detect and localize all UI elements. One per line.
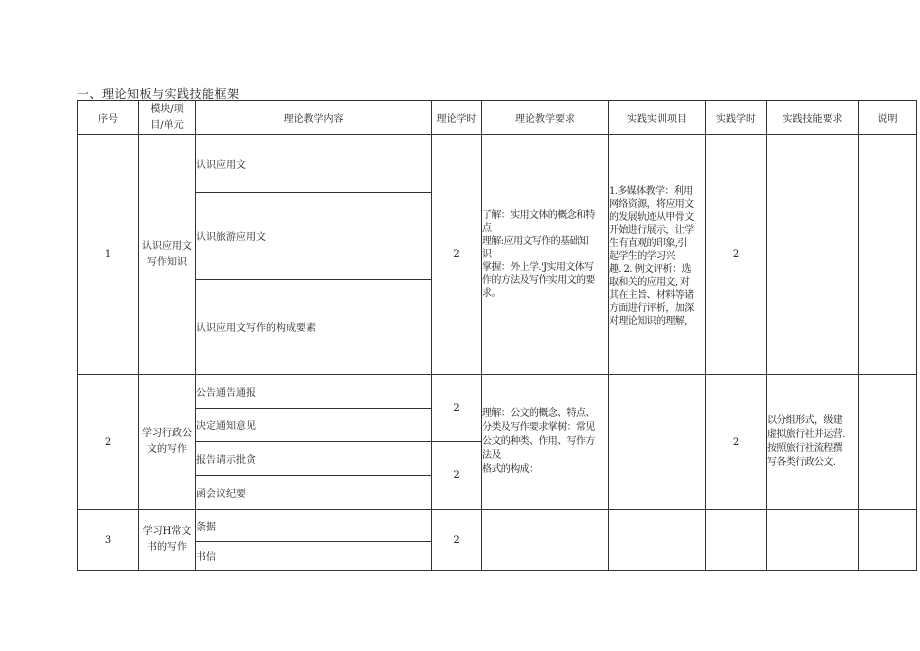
row2-practice-hours: 2 bbox=[706, 375, 767, 510]
row1-theory-req-line: 识 bbox=[482, 249, 492, 261]
header-module bbox=[139, 101, 196, 135]
row3-skill-req bbox=[767, 510, 859, 571]
row1-skill-req bbox=[767, 135, 859, 375]
row2-skill-line: 按照旅行社流程撰 bbox=[767, 443, 843, 455]
row1-module bbox=[139, 135, 196, 375]
row3-module-line2: 书的写作 bbox=[147, 542, 187, 554]
header-skill-req: 实践技能要求 bbox=[767, 101, 859, 135]
row1-theory-req-line: 掌握：外上学.'J实用文体写 bbox=[482, 262, 594, 274]
header-practice-project: 实践实训项目 bbox=[609, 101, 706, 135]
header-notes: 说明 bbox=[859, 101, 917, 135]
row3-theory-req bbox=[482, 510, 609, 571]
row3-content-2: 书信 bbox=[196, 541, 432, 570]
row2-notes bbox=[859, 375, 917, 510]
row2-content-2: 决定通知意见 bbox=[196, 408, 432, 441]
row2-theory-req-line: 格式的构成： bbox=[482, 464, 539, 476]
row3-notes bbox=[859, 510, 917, 571]
row2-theory-req-line: 法及 bbox=[482, 450, 501, 462]
row2-theory-req-line: 公文的种类、作用、写作方 bbox=[482, 436, 595, 448]
row1-practice-line: 1.多媒体教学：利用 bbox=[609, 185, 693, 197]
row1-practice-line: 开始进行展示，让学 bbox=[609, 224, 694, 236]
row1-practice-line: 取和关的应用文, 对 bbox=[609, 276, 690, 288]
row1-module-line1: 认识应用文 bbox=[142, 240, 192, 252]
row1-content-3: 认识应用文写作的构成要素 bbox=[196, 279, 432, 375]
table-row bbox=[78, 135, 917, 192]
header-row bbox=[78, 101, 917, 135]
row1-practice-line: 生有直观的印象,引 bbox=[609, 237, 687, 249]
row2-module bbox=[139, 375, 196, 510]
row2-no: 2 bbox=[78, 375, 139, 510]
row1-practice-project bbox=[609, 135, 706, 375]
row1-theory-req-line: 求。 bbox=[482, 288, 501, 300]
row3-module-line1: 学习H常文 bbox=[142, 526, 192, 538]
table-row bbox=[78, 375, 917, 408]
row2-practice-project bbox=[609, 375, 706, 510]
header-module-line1: 模块/项 bbox=[150, 103, 184, 115]
row2-theory-req-line: 分类及写作要求掌树：常见 bbox=[482, 422, 595, 434]
row2-theory-req-line: 理解：公文的概念、特点、 bbox=[482, 408, 595, 420]
row1-theory-req-line: 作的方法及写作实用文的要 bbox=[482, 275, 595, 287]
header-content: 理论教学内容 bbox=[196, 101, 432, 135]
row2-content-4: 函会议纪要 bbox=[196, 476, 432, 510]
row1-practice-line: 方面进行评析，加深 bbox=[609, 302, 694, 314]
row1-practice-line: 对理论知识的理解, bbox=[609, 315, 687, 327]
header-theory-hours: 理论学时 bbox=[432, 101, 482, 135]
row3-practice-hours bbox=[706, 510, 767, 571]
row2-theory-hours-a: 2 bbox=[432, 375, 482, 442]
row3-module bbox=[139, 510, 196, 571]
row1-module-line2: 写作知识 bbox=[147, 256, 187, 268]
row1-theory-req-line: 点 bbox=[482, 223, 492, 235]
row2-content-3: 报告请示批贪 bbox=[196, 441, 432, 475]
row2-content-1: 公告通告通报 bbox=[196, 375, 432, 408]
section-heading: 一、理论知板与实践技能框架 bbox=[77, 87, 240, 101]
row1-theory-req-line: 理解:应用文写作的基础知 bbox=[482, 236, 589, 248]
row3-no: 3 bbox=[78, 510, 139, 571]
row2-module-line1: 学习行政公 bbox=[142, 428, 192, 440]
row1-theory-req-line: 了解：实用文体的概念和特 bbox=[482, 210, 595, 222]
row2-skill-line: 以分组形式，级建 bbox=[767, 415, 843, 427]
row1-notes bbox=[859, 135, 917, 375]
row1-practice-line: 其在主旨、材料等诸 bbox=[609, 289, 694, 301]
row1-practice-line: 起学生的学习兴 bbox=[609, 250, 675, 262]
row1-content-2: 认识旅游应用文 bbox=[196, 192, 432, 279]
framework-table bbox=[77, 100, 917, 571]
row2-theory-hours-b: 2 bbox=[432, 441, 482, 510]
row2-skill-line: 虚拟旅行社并运营. bbox=[767, 429, 845, 441]
row3-practice-project bbox=[609, 510, 706, 571]
row3-theory-hours: 2 bbox=[432, 510, 482, 571]
row2-skill-req bbox=[767, 375, 859, 510]
row1-practice-line: 网络资源，将应用文 bbox=[609, 198, 694, 210]
row1-practice-line: 趣. 2. 例文评析：选 bbox=[609, 263, 691, 275]
row1-practice-line: 的发展轨迹从甲骨文 bbox=[609, 211, 694, 223]
row1-content-1: 认识应用文 bbox=[196, 135, 432, 192]
row1-theory-req bbox=[482, 135, 609, 375]
row3-content-1: 条据 bbox=[196, 510, 432, 541]
row1-practice-hours: 2 bbox=[706, 135, 767, 375]
row2-theory-req bbox=[482, 375, 609, 510]
table-row bbox=[78, 510, 917, 541]
row1-no: 1 bbox=[78, 135, 139, 375]
header-module-line2: 目/单元 bbox=[150, 119, 184, 131]
row2-module-line2: 文的写作 bbox=[147, 444, 187, 456]
header-practice-hours: 实践学时 bbox=[706, 101, 767, 135]
header-no: 序号 bbox=[78, 101, 139, 135]
header-theory-req: 理论教学要求 bbox=[482, 101, 609, 135]
row2-skill-line: 写各类行政公文. bbox=[767, 457, 836, 469]
row1-theory-hours: 2 bbox=[432, 135, 482, 375]
